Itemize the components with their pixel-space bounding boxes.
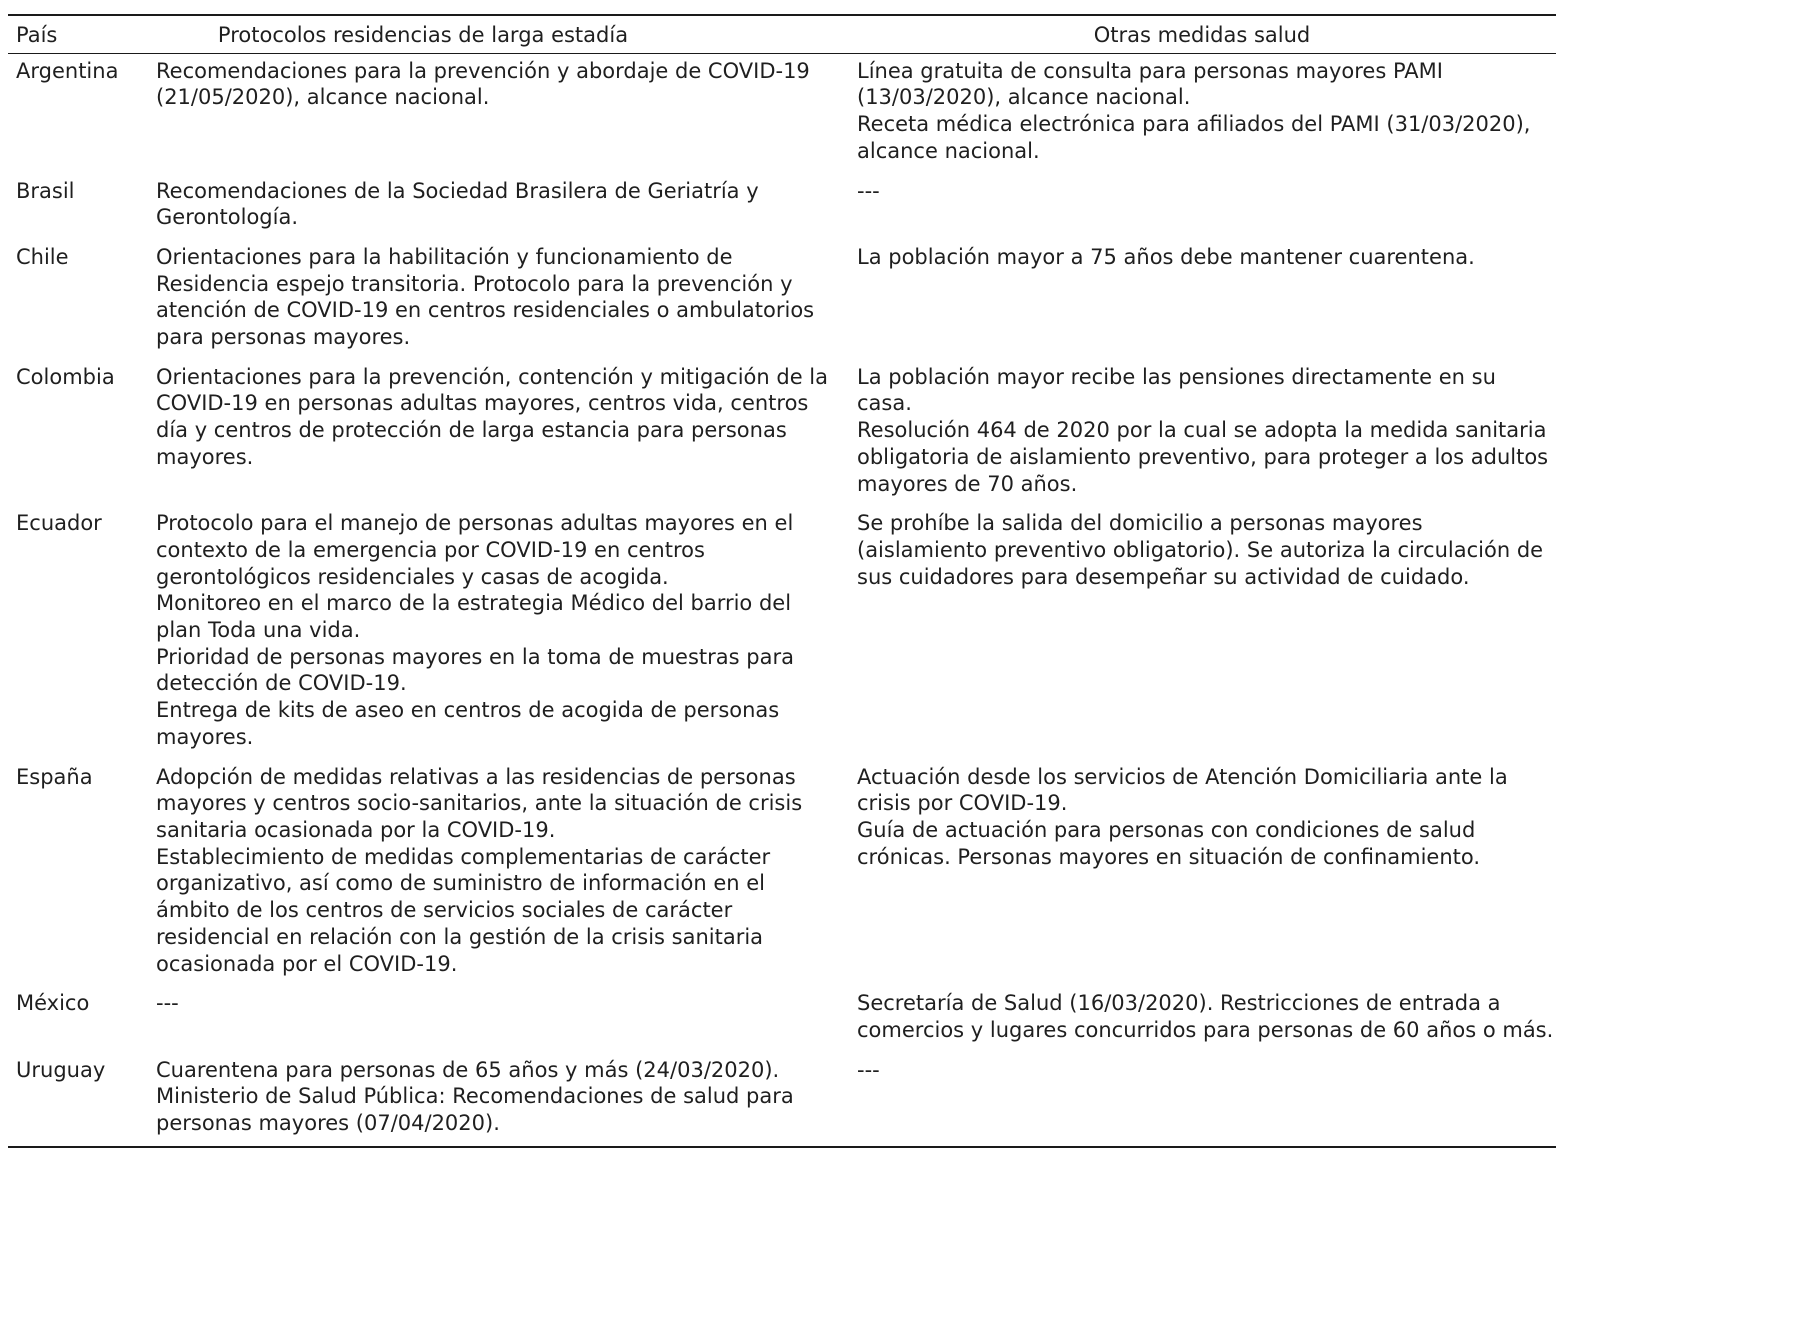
table-row: [8, 986, 1556, 1052]
protocol-item: Protocolo para el manejo de personas adultas mayores en el contexto de la emergencia por COVID-19 en centros gerontológicos residenciales y casas de acogida.: [156, 511, 794, 589]
protocol-item: Establecimiento de medidas complementarias de carácter organizativo, así como de suministro de información en el ámbito de los centros de servicios sociales de carácter residencial en relación con la gestión de la crisis sanitaria ocasionada por el COVID-19.: [156, 844, 771, 976]
other-measure-item: Actuación desde los servicios de Atención Domiciliaria ante la crisis por COVID-19.: [857, 764, 1508, 816]
protocol-item: Recomendaciones de la Sociedad Brasilera de Geriatría y Gerontología.: [156, 178, 759, 230]
protocols-cell: [148, 240, 848, 360]
header-country: País: [16, 23, 58, 47]
other-measure-item: La población mayor recibe las pensiones directamente en su casa.: [857, 364, 1496, 416]
protocols-cell: [148, 53, 848, 173]
other-measures-cell: [848, 986, 1556, 1052]
protocol-item: Cuarentena para personas de 65 años y más (24/03/2020).: [156, 1057, 780, 1082]
table-row: [8, 240, 1556, 360]
header-row: [8, 15, 1556, 53]
header-other-measures: Otras medidas salud: [1093, 23, 1311, 47]
table-row: [8, 506, 1556, 759]
other-measures-cell: [848, 240, 1556, 360]
measures-table-container: [8, 14, 1556, 1148]
protocols-cell: [148, 174, 848, 240]
table-row: [8, 760, 1556, 987]
table-header: [8, 15, 1556, 53]
country-cell: Brasil: [16, 178, 75, 203]
protocol-item: Orientaciones para la prevención, contención y mitigación de la COVID-19 en personas adultas mayores, centros vida, centros día y centros de protección de larga estancia para personas mayores.: [156, 364, 829, 469]
measures-table: [8, 14, 1556, 1148]
protocols-cell: [148, 506, 848, 759]
protocol-item: ---: [156, 991, 179, 1016]
country-cell: Argentina: [16, 58, 119, 83]
country-cell: Chile: [16, 244, 69, 269]
protocol-item: Entrega de kits de aseo en centros de acogida de personas mayores.: [156, 698, 780, 749]
other-measure-item: Resolución 464 de 2020 por la cual se adopta la medida sanitaria obligatoria de aislamiento preventivo, para proteger a los adultos mayores de 70 años.: [857, 418, 1549, 496]
other-measures-cell: [848, 760, 1556, 987]
other-measures-cell: [848, 1053, 1556, 1147]
protocol-item: Recomendaciones para la prevención y abordaje de COVID-19 (21/05/2020), alcance nacional.: [156, 58, 810, 110]
other-measure-item: Línea gratuita de consulta para personas mayores PAMI (13/03/2020), alcance nacional.: [857, 58, 1443, 110]
other-measure-item: ---: [857, 178, 880, 203]
table-row: [8, 360, 1556, 507]
protocols-cell: [148, 360, 848, 507]
other-measure-item: Guía de actuación para personas con condiciones de salud crónicas. Personas mayores en situación de confinamiento.: [857, 817, 1481, 869]
other-measures-cell: [848, 506, 1556, 759]
other-measures-cell: [848, 360, 1556, 507]
protocol-item: Monitoreo en el marco de la estrategia Médico del barrio del plan Toda una vida.: [156, 591, 792, 643]
country-cell: Ecuador: [16, 511, 102, 536]
other-measure-item: Se prohíbe la salida del domicilio a personas mayores (aislamiento preventivo obligatorio). Se autoriza la circulación de sus cuidadores para desempeñar su actividad de cuidado.: [857, 511, 1544, 589]
protocol-item: Orientaciones para la habilitación y funcionamiento de Residencia espejo transitoria. Protocolo para la prevención y atención de COVID-19 en centros residenciales o ambulatorios para personas mayores.: [156, 244, 815, 350]
table-row: [8, 1053, 1556, 1147]
protocol-item: Adopción de medidas relativas a las residencias de personas mayores y centros socio-sanitarios, ante la situación de crisis sanitaria ocasionada por la COVID-19.: [156, 764, 803, 842]
country-cell: Uruguay: [16, 1057, 106, 1082]
table-row: [8, 174, 1556, 240]
table-row: [8, 53, 1556, 173]
other-measure-item: La población mayor a 75 años debe mantener cuarentena.: [857, 244, 1475, 269]
table-body: [8, 53, 1556, 1147]
protocols-cell: [148, 986, 848, 1052]
country-cell: España: [16, 764, 93, 789]
country-cell: Colombia: [16, 364, 115, 389]
protocol-item: Ministerio de Salud Pública: Recomendaciones de salud para personas mayores (07/04/2020).: [156, 1084, 794, 1136]
other-measure-item: Receta médica electrónica para afiliados del PAMI (31/03/2020), alcance nacional.: [857, 112, 1531, 163]
other-measures-cell: [848, 53, 1556, 173]
country-cell: México: [16, 991, 90, 1016]
other-measure-item: ---: [857, 1057, 880, 1082]
protocols-cell: [148, 1053, 848, 1147]
other-measures-cell: [848, 174, 1556, 240]
protocols-cell: [148, 760, 848, 987]
other-measure-item: Secretaría de Salud (16/03/2020). Restricciones de entrada a comercios y lugares concurridos para personas de 60 años o más.: [857, 991, 1554, 1042]
header-protocols: Protocolos residencias de larga estadía: [217, 23, 629, 47]
protocol-item: Prioridad de personas mayores en la toma de muestras para detección de COVID-19.: [156, 644, 794, 696]
